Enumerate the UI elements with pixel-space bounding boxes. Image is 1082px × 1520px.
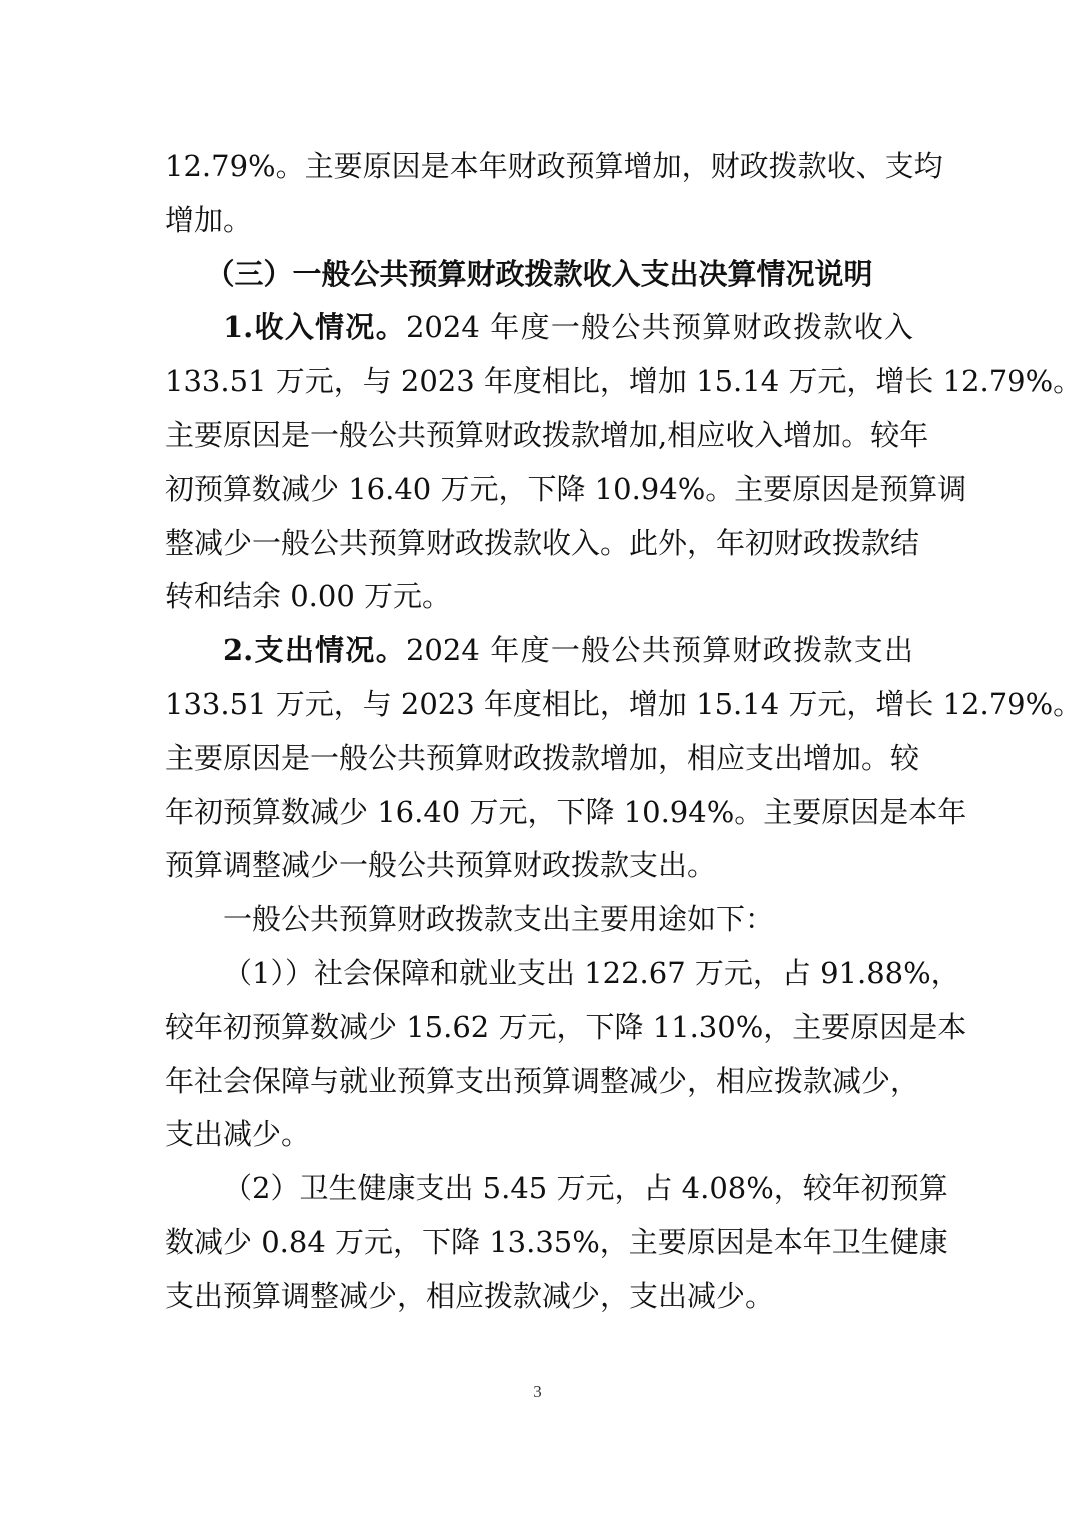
text-line: 年初预算数减少 16.40 万元，下降 10.94%。主要原因是本年 xyxy=(165,794,967,829)
text-segment: 2024 年度一般公共预算财政拨款支出 xyxy=(405,633,913,668)
text-line: 较年初预算数减少 15.62 万元，下降 11.30%，主要原因是本 xyxy=(165,1009,967,1044)
document-body xyxy=(165,140,1082,1324)
text-line: 一般公共预算财政拨款支出主要用途如下： xyxy=(223,902,775,937)
text-line: 转和结余 0.00 万元。 xyxy=(165,579,452,614)
text-line: （2）卫生健康支出 5.45 万元，占 4.08%，较年初预算 xyxy=(223,1171,948,1206)
text-line: 主要原因是一般公共预算财政拨款增加，相应支出增加。较 xyxy=(165,740,920,775)
section-heading: （三）一般公共预算财政拨款收入支出决算情况说明 xyxy=(205,256,873,291)
text-line: 支出预算调整减少，相应拨款减少，支出减少。 xyxy=(165,1278,775,1313)
text-line: 预算调整减少一般公共预算财政拨款支出。 xyxy=(165,848,717,883)
text-line: 初预算数减少 16.40 万元，下降 10.94%。主要原因是预算调 xyxy=(165,471,967,506)
text-line: 数减少 0.84 万元，下降 13.35%，主要原因是本年卫生健康 xyxy=(165,1224,948,1259)
text-line: 增加。 xyxy=(165,202,253,237)
expenditure-lead: 2.支出情况。 xyxy=(223,633,406,668)
text-line: 主要原因是一般公共预算财政拨款增加,相应收入增加。较年 xyxy=(165,417,929,452)
text-line: 年社会保障与就业预算支出预算调整减少，相应拨款减少， xyxy=(165,1063,920,1098)
text-segment: 2024 年度一般公共预算财政拨款收入 xyxy=(405,310,913,345)
text-line xyxy=(165,301,913,355)
text-line: （1））社会保障和就业支出 122.67 万元，占 91.88%， xyxy=(223,955,960,990)
text-line: 133.51 万元，与 2023 年度相比，增加 15.14 万元，增长 12.79%。 xyxy=(165,364,1082,399)
text-line xyxy=(165,624,913,678)
page-number: 3 xyxy=(533,1382,542,1401)
text-line: 12.79%。主要原因是本年财政预算增加，财政拨款收、支均 xyxy=(165,149,943,183)
text-line: 133.51 万元，与 2023 年度相比，增加 15.14 万元，增长 12.79%。 xyxy=(165,686,1082,721)
income-lead: 1.收入情况。 xyxy=(223,310,406,345)
text-line: 支出减少。 xyxy=(165,1117,311,1152)
text-line: 整减少一般公共预算财政拨款收入。此外，年初财政拨款结 xyxy=(165,525,920,560)
